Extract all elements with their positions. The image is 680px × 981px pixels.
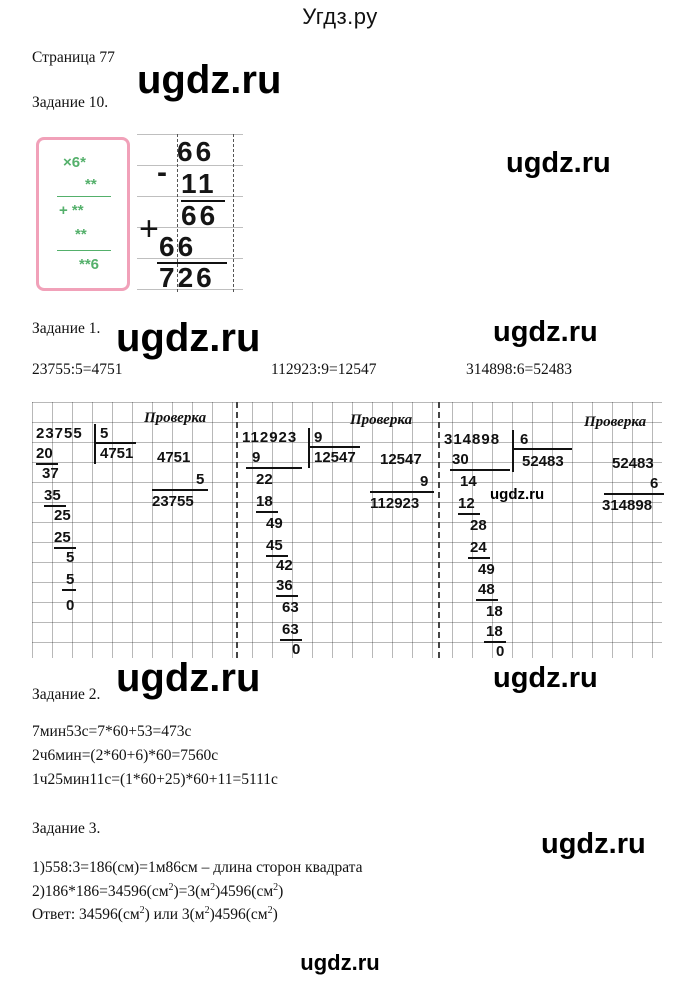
step-a-5: 5 xyxy=(66,549,75,566)
step-c-0: 30 xyxy=(452,451,469,468)
task2-line-1: 7мин53с=7*60+53=473с xyxy=(32,723,192,740)
step-b-3: 49 xyxy=(266,515,283,532)
card-row3: + ** xyxy=(59,202,84,219)
step-b-6: 36 xyxy=(276,577,293,594)
multiplication-hint-card xyxy=(36,137,130,291)
step-a-0: 20 xyxy=(36,445,53,462)
watermark-5: ugdz.ru xyxy=(490,486,545,503)
step-b-5: 42 xyxy=(276,557,293,574)
step-c-5: 49 xyxy=(478,561,495,578)
quotient-c: 52483 xyxy=(522,453,564,470)
hw-minus: - xyxy=(157,156,167,189)
check-a-2: 23755 xyxy=(152,493,194,510)
watermark-4: ugdz.ru xyxy=(493,316,598,348)
check-a-0: 4751 xyxy=(157,449,191,466)
step-c-6: 48 xyxy=(478,581,495,598)
card-row4: ** xyxy=(75,226,87,243)
step-b-7: 63 xyxy=(282,599,299,616)
step-b-4: 45 xyxy=(266,537,283,554)
watermark-7: ugdz.ru xyxy=(493,662,598,694)
dividend-c: 314898 xyxy=(444,431,501,448)
watermark-2: ugdz.ru xyxy=(506,147,611,179)
step-c-4: 24 xyxy=(470,539,487,556)
step-c-9: 0 xyxy=(496,643,505,660)
step-a-3: 25 xyxy=(54,507,71,524)
quotient-a: 4751 xyxy=(100,445,134,462)
check-b-0: 12547 xyxy=(380,451,422,468)
step-a-6: 5 xyxy=(66,571,75,588)
watermark-1: ugdz.ru xyxy=(137,58,282,102)
watermark-footer: ugdz.ru xyxy=(300,950,380,975)
task2-line-2: 2ч6мин=(2*60+6)*60=7560с xyxy=(32,747,219,764)
step-a-7: 0 xyxy=(66,597,75,614)
check-b-2: 112923 xyxy=(370,495,420,512)
check-b-1: 9 xyxy=(420,473,429,490)
dividend-b: 112923 xyxy=(242,429,298,446)
divisor-a: 5 xyxy=(100,425,109,442)
check-c-2: 314898 xyxy=(602,497,653,514)
step-b-1: 22 xyxy=(256,471,273,488)
task3-line-1: 1)558:3=186(см)=1м86см – длина сторон квадрата xyxy=(32,859,363,876)
card-row5: **6 xyxy=(79,256,100,273)
page-label: Страница 77 xyxy=(32,49,115,66)
watermark-8: ugdz.ru xyxy=(541,828,646,860)
step-a-2: 35 xyxy=(44,487,61,504)
step-c-7: 18 xyxy=(486,603,503,620)
task2-line-3: 1ч25мин11с=(1*60+25)*60+11=5111с xyxy=(32,771,278,788)
step-b-0: 9 xyxy=(252,449,261,466)
dividend-a: 23755 xyxy=(36,425,83,442)
task3-label: Задание 3. xyxy=(32,820,101,837)
step-b-8: 63 xyxy=(282,621,299,638)
card-row2: ** xyxy=(85,176,97,193)
task3-line-2: $2)186*186=34596(см^2)=3(м^2)4596(см^2)$ xyxy=(32,882,284,901)
check-word-b: Проверка xyxy=(350,412,413,428)
task10-handwork xyxy=(137,134,243,292)
hw-r2: 11 xyxy=(181,168,217,199)
task1-equation-b: 112923:9=12547 xyxy=(271,361,377,378)
step-c-2: 12 xyxy=(458,495,475,512)
hw-plus: + xyxy=(139,210,159,248)
site-title: Угдз.ру xyxy=(302,4,378,29)
task2-label: Задание 2. xyxy=(32,686,101,703)
divisor-b: 9 xyxy=(314,429,323,446)
quotient-b: 12547 xyxy=(314,449,356,466)
step-a-1: 37 xyxy=(42,465,59,482)
step-b-2: 18 xyxy=(256,493,273,510)
step-c-8: 18 xyxy=(486,623,503,640)
hw-r1: 66 xyxy=(177,136,215,167)
hw-r4: 66 xyxy=(159,231,197,262)
hw-r3: 66 xyxy=(181,200,219,231)
divisor-c: 6 xyxy=(520,431,529,448)
step-b-9: 0 xyxy=(292,641,301,658)
check-c-1: 6 xyxy=(650,475,659,492)
step-c-1: 14 xyxy=(460,473,477,490)
check-word-c: Проверка xyxy=(584,414,647,430)
task10-label: Задание 10. xyxy=(32,94,109,111)
task1-equation-c: 314898:6=52483 xyxy=(466,361,573,378)
task1-label: Задание 1. xyxy=(32,320,101,337)
step-a-4: 25 xyxy=(54,529,71,546)
check-c-0: 52483 xyxy=(612,455,654,472)
check-word-a: Проверка xyxy=(144,410,207,426)
step-c-3: 28 xyxy=(470,517,487,534)
hw-r5: 726 xyxy=(159,262,215,293)
task3-answer: Ответ: $34596(см^2)$ или $3(м^2)4596(см^2)$ xyxy=(32,905,278,924)
watermark-3: ugdz.ru xyxy=(116,316,261,360)
card-row1: ×6* xyxy=(63,154,86,171)
task1-grid-paper xyxy=(32,402,662,658)
check-a-1: 5 xyxy=(196,471,205,488)
task1-equation-a: 23755:5=4751 xyxy=(32,361,123,378)
watermark-6: ugdz.ru xyxy=(116,656,261,700)
